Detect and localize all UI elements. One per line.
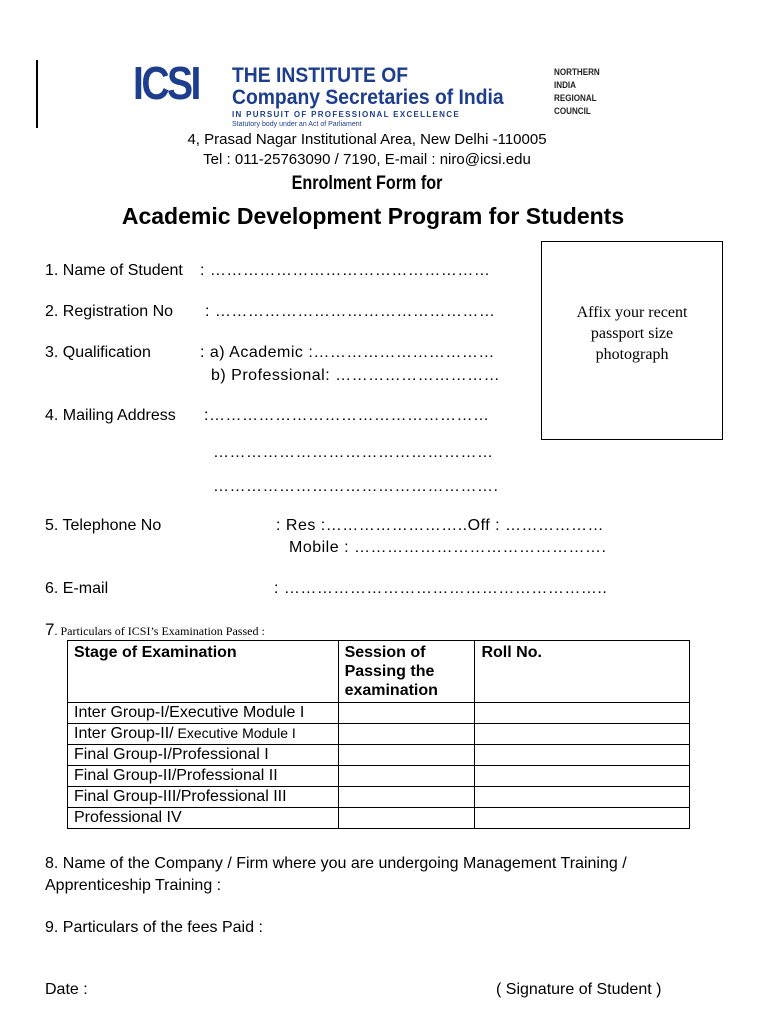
- professional-field[interactable]: b) Professional: …………………………: [211, 367, 501, 384]
- telephone-label: 5. Telephone No: [45, 517, 162, 534]
- name-label: 1. Name of Student: [45, 262, 183, 279]
- header-roll: Roll No.: [475, 641, 690, 703]
- table-row: [68, 745, 690, 766]
- institute-contact: Tel : 011-25763090 / 7190, E-mail : niro@icsi.edu: [203, 151, 531, 168]
- stage-cell: Inter Group-I/Executive Module I: [68, 703, 339, 724]
- form-subtitle: Enrolment Form for: [291, 173, 443, 194]
- session-cell[interactable]: [338, 745, 475, 766]
- photo-text-line: photograph: [595, 346, 669, 363]
- margin-line: [36, 60, 38, 128]
- roll-cell[interactable]: [475, 703, 690, 724]
- registration-field[interactable]: : ……………………………………………: [205, 303, 496, 320]
- fees-paid-label: 9. Particulars of the fees Paid :: [45, 919, 263, 936]
- council-line: NORTHERN: [554, 67, 600, 78]
- stage-cell: [68, 724, 339, 745]
- academic-field[interactable]: : a) Academic :……………………………: [200, 344, 495, 361]
- mobile-field[interactable]: Mobile : ……………………………………….: [289, 539, 607, 556]
- header-stage: Stage of Examination: [68, 641, 339, 703]
- photo-text-line: Affix your recent: [576, 304, 688, 321]
- qualification-label: 3. Qualification: [45, 344, 151, 361]
- stage-text: Inter Group-II/: [74, 725, 174, 742]
- mailing-address-line1[interactable]: :……………………………………………: [204, 407, 490, 424]
- table-row: [68, 808, 690, 829]
- roll-cell[interactable]: [475, 745, 690, 766]
- item-text: . Particulars of ICSI’s Examination Passed :: [54, 624, 265, 638]
- session-cell[interactable]: [338, 787, 475, 808]
- header-session: [338, 641, 475, 703]
- statutory-note: Statutory body under an Act of Parliament: [232, 121, 362, 128]
- table-header-row: [68, 641, 690, 703]
- company-question-line2: Apprenticeship Training :: [45, 877, 222, 894]
- stage-text-small: Executive Module I: [173, 725, 296, 741]
- stage-cell: Final Group-III/Professional III: [68, 787, 339, 808]
- icsi-logo: ICSI: [133, 57, 199, 109]
- email-field[interactable]: : …………………………………………………..: [274, 580, 608, 597]
- item-number: 7: [45, 620, 55, 639]
- date-label: Date :: [45, 981, 88, 998]
- table-row: [68, 724, 690, 745]
- company-question-line1: 8. Name of the Company / Firm where you are undergoing Management Training /: [45, 855, 627, 872]
- council-line: COUNCIL: [554, 106, 591, 117]
- mailing-address-line3[interactable]: …………………………………………….: [213, 478, 499, 495]
- council-line: INDIA: [554, 80, 576, 91]
- session-cell[interactable]: [338, 703, 475, 724]
- header-session-line: examination: [344, 682, 438, 699]
- roll-cell[interactable]: [475, 808, 690, 829]
- council-name: [554, 66, 608, 118]
- session-cell[interactable]: [338, 808, 475, 829]
- signature-label: ( Signature of Student ): [496, 981, 662, 998]
- registration-label: 2. Registration No: [45, 303, 174, 320]
- photo-text-line: passport size: [590, 325, 674, 342]
- photo-box: [541, 241, 723, 440]
- council-line: REGIONAL: [554, 93, 597, 104]
- roll-cell[interactable]: [475, 724, 690, 745]
- photo-instructions: [542, 302, 722, 365]
- exam-particulars-heading: [45, 620, 265, 641]
- email-label: 6. E-mail: [45, 580, 109, 597]
- table-row: [68, 787, 690, 808]
- table-row: [68, 703, 690, 724]
- header-session-line: Passing the: [344, 663, 435, 680]
- session-cell[interactable]: [338, 724, 475, 745]
- telephone-res-off-field[interactable]: : Res :……………………..Off : ………………: [276, 517, 605, 534]
- header-session-line: Session of: [344, 644, 426, 661]
- stage-cell: Final Group-II/Professional II: [68, 766, 339, 787]
- roll-cell[interactable]: [475, 766, 690, 787]
- institute-name-line2: Company Secretaries of India: [232, 86, 504, 109]
- exam-table: [67, 640, 690, 829]
- name-field[interactable]: : ……………………………………………: [200, 262, 491, 279]
- institute-motto: IN PURSUIT OF PROFESSIONAL EXCELLENCE: [232, 110, 460, 119]
- mailing-address-label: 4. Mailing Address: [45, 407, 176, 424]
- stage-cell: Professional IV: [68, 808, 339, 829]
- mailing-address-line2[interactable]: ……………………………………………: [213, 444, 494, 461]
- institute-name-line1: THE INSTITUTE OF: [232, 64, 409, 87]
- form-title: Academic Development Program for Students: [121, 203, 625, 229]
- session-cell[interactable]: [338, 766, 475, 787]
- roll-cell[interactable]: [475, 787, 690, 808]
- stage-cell: Final Group-I/Professional I: [68, 745, 339, 766]
- table-row: [68, 766, 690, 787]
- institute-address: 4, Prasad Nagar Institutional Area, New Delhi -110005: [187, 131, 547, 148]
